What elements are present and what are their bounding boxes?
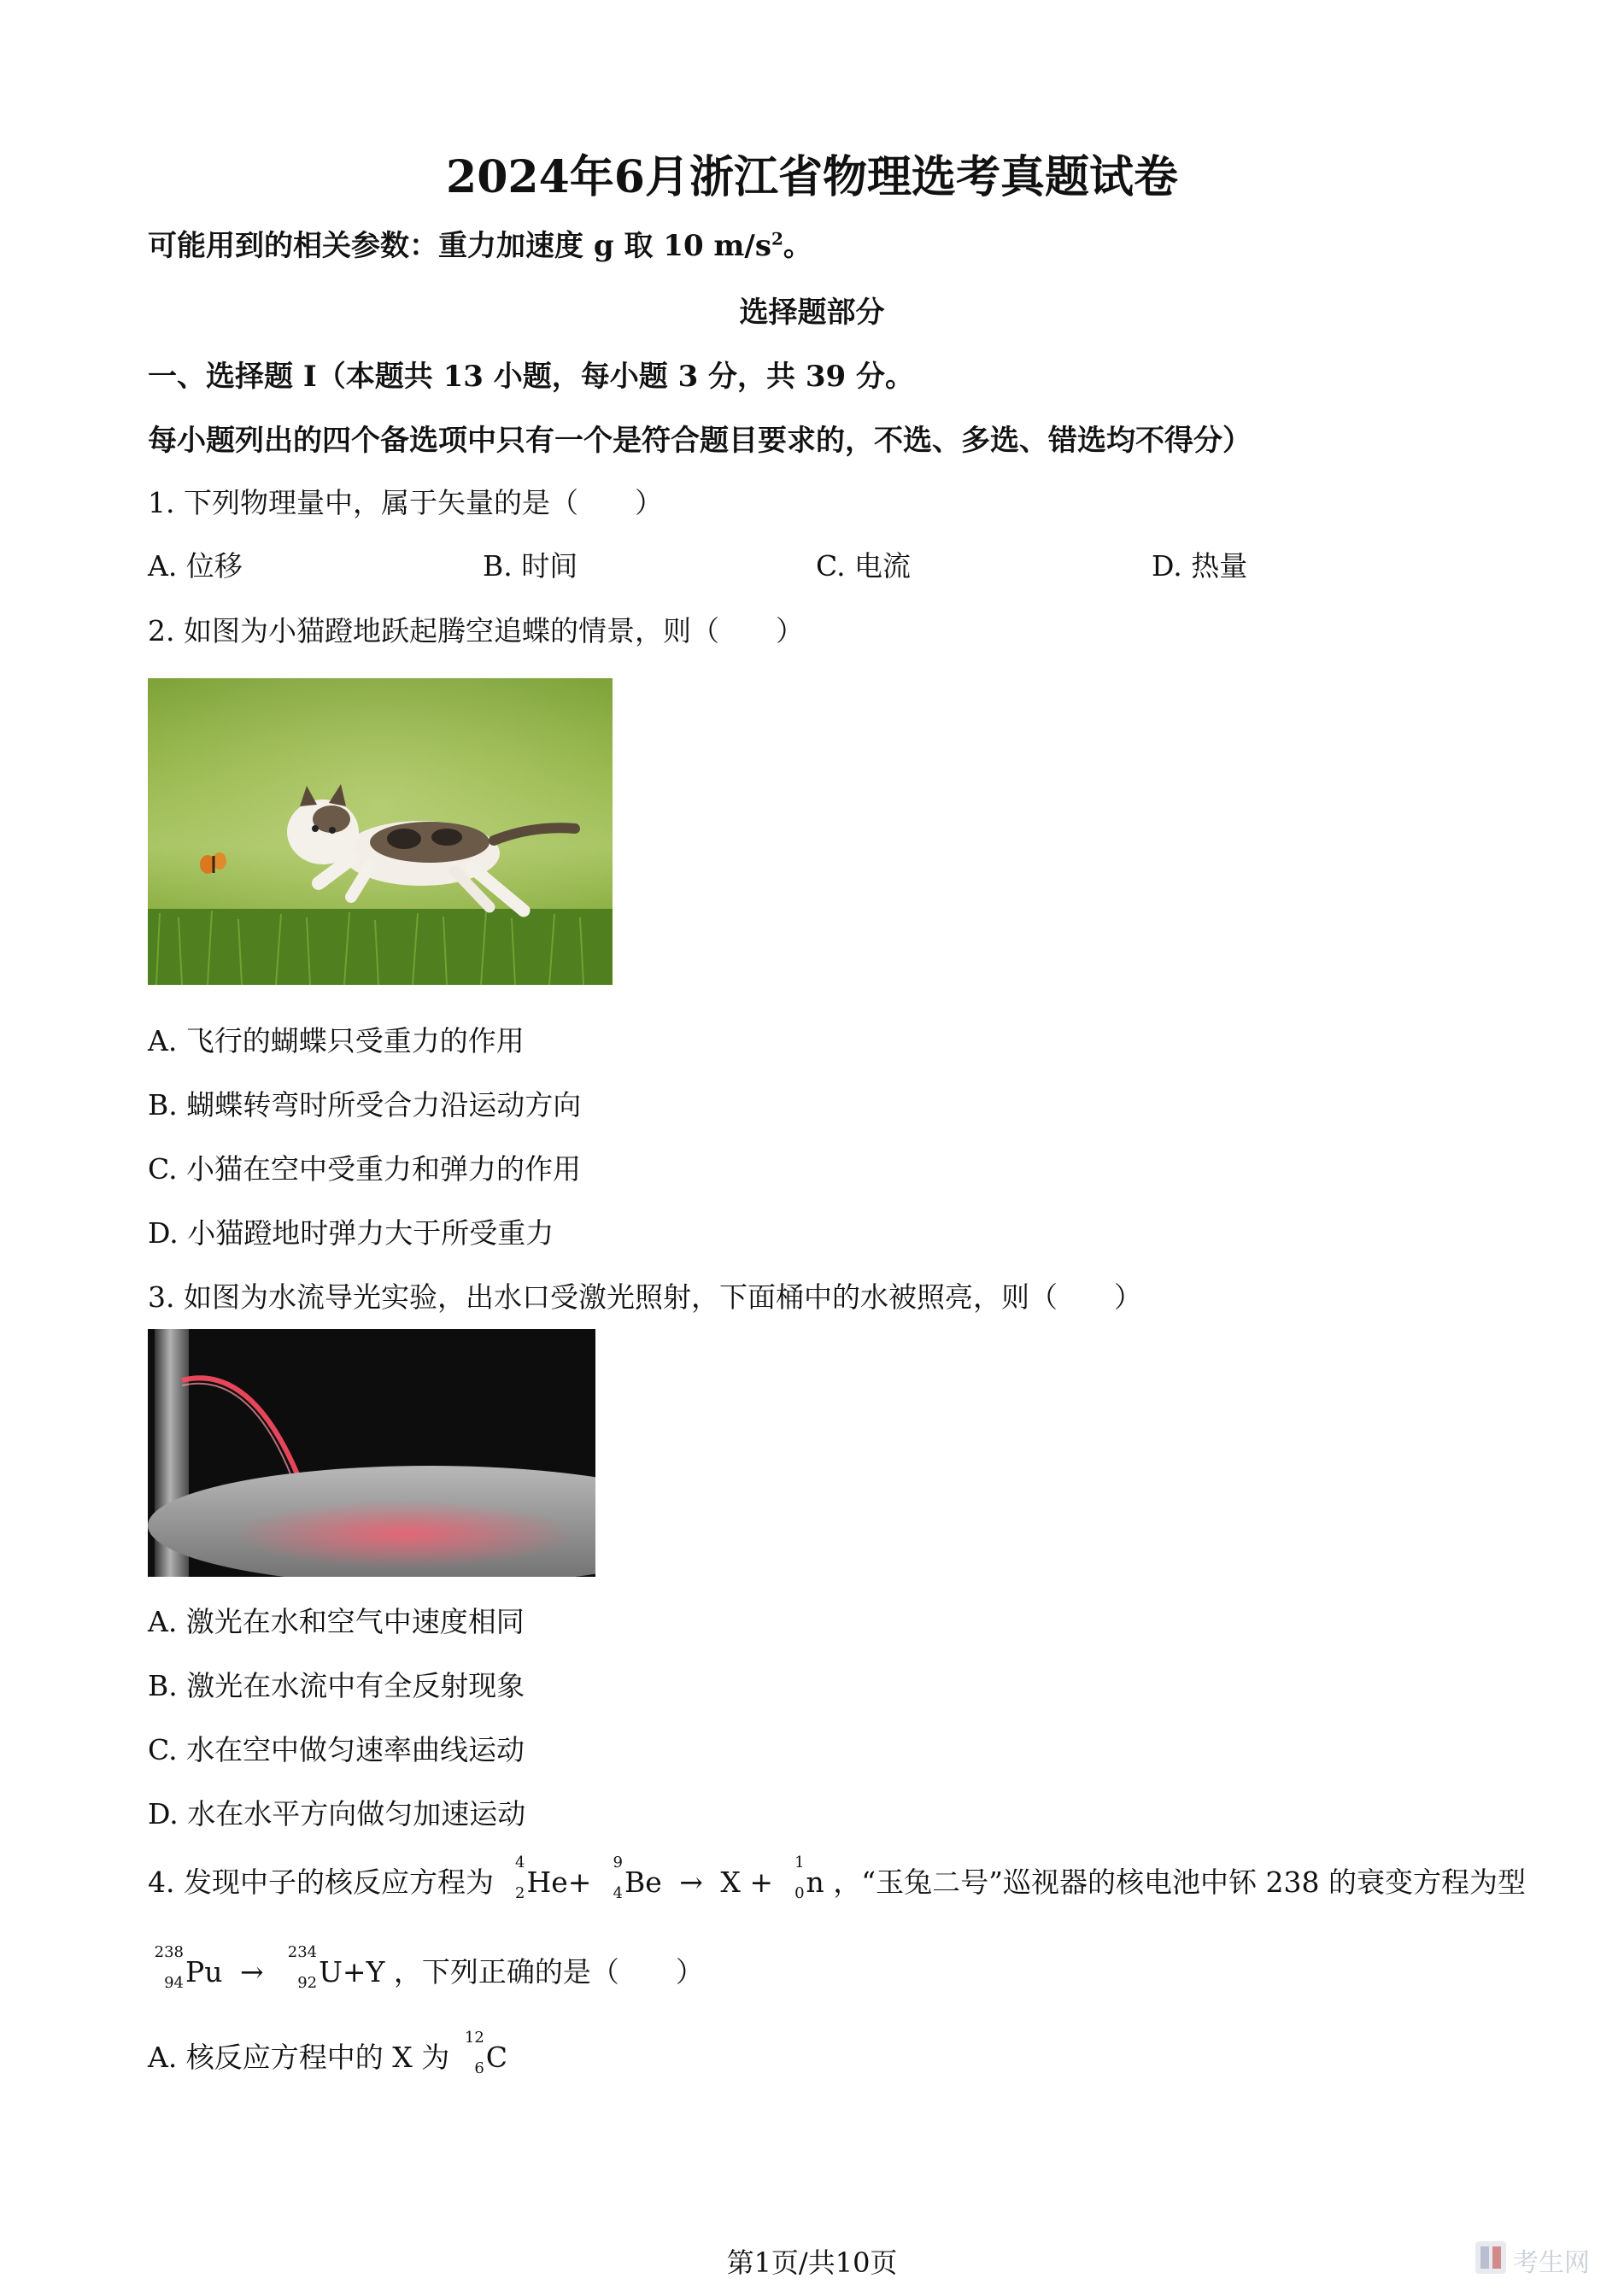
question-1-option-b: B. 时间 <box>483 549 578 583</box>
question-4-stem-suffix: ，“玉兔二号”巡视器的核电池中钚 238 的衰变方程为型 <box>833 1866 1527 1899</box>
uranium-symbol: U+Y <box>319 1955 385 1988</box>
water-stream-illustration <box>148 1329 595 1577</box>
uranium-nuclide <box>281 1943 385 1992</box>
helium-charge-number: 2 <box>515 1884 525 1902</box>
unknown-x-symbol: X + <box>720 1866 774 1899</box>
question-4-stem-line2 <box>148 1943 704 1992</box>
part-heading: 一、选择题 I（本题共 13 小题，每小题 3 分，共 39 分。 <box>148 360 915 394</box>
neutron-mass-number: 1 <box>794 1854 805 1871</box>
page-footer: 第1页/共10页 <box>726 2246 898 2279</box>
beryllium-symbol: Be <box>624 1866 662 1899</box>
question-3-option-b: B. 激光在水流中有全反射现象 <box>148 1669 525 1702</box>
question-4-option-a-text: A. 核反应方程中的 X 为 <box>148 2041 450 2074</box>
question-2-option-b: B. 蝴蝶转弯时所受合力沿运动方向 <box>148 1088 582 1122</box>
part-note: 每小题列出的四个备选项中只有一个是符合题目要求的，不选、多选、错选均不得分） <box>148 424 1252 458</box>
section-title: 选择题部分 <box>739 296 885 330</box>
carbon-nuclide <box>459 2029 508 2077</box>
question-3-option-d: D. 水在水平方向做匀加速运动 <box>148 1797 526 1830</box>
plutonium-charge-number: 94 <box>164 1974 184 1992</box>
beryllium-mass-number: 9 <box>613 1854 623 1871</box>
plutonium-mass-number: 238 <box>154 1943 184 1961</box>
plutonium-symbol: Pu <box>185 1955 223 1988</box>
neutron-charge-number: 0 <box>794 1884 805 1902</box>
question-4-stem-line1 <box>148 1854 1527 1902</box>
carbon-mass-number: 12 <box>464 2029 484 2047</box>
neutron-nuclide <box>783 1854 824 1902</box>
cat-butterfly-photo <box>148 678 613 985</box>
question-1-option-c: C. 电流 <box>816 549 912 583</box>
page-title: 2024年6月浙江省物理选考真题试卷 <box>446 151 1178 203</box>
uranium-mass-number: 234 <box>287 1943 318 1961</box>
plutonium-nuclide <box>148 1943 223 1992</box>
beryllium-nuclide <box>601 1854 662 1902</box>
helium-symbol: He+ <box>526 1866 592 1899</box>
parameters-end: 。 <box>783 229 812 263</box>
question-3-option-a: A. 激光在水和空气中速度相同 <box>148 1605 525 1638</box>
watermark-logo <box>1474 2236 1602 2281</box>
neutron-symbol: n <box>806 1866 824 1899</box>
parameters-line <box>148 222 812 264</box>
reaction-arrow-icon: → <box>679 1866 703 1899</box>
carbon-charge-number: 6 <box>474 2059 484 2077</box>
helium-mass-number: 4 <box>515 1854 525 1871</box>
question-1-option-d: D. 热量 <box>1152 549 1248 583</box>
uranium-charge-number: 92 <box>297 1974 318 1992</box>
question-4-option-a <box>148 2029 508 2077</box>
helium-nuclide <box>502 1854 592 1902</box>
beryllium-charge-number: 4 <box>613 1884 623 1902</box>
water-light-guide-photo <box>148 1329 595 1577</box>
question-3-option-c: C. 水在空中做匀速率曲线运动 <box>148 1733 525 1766</box>
carbon-symbol: C <box>485 2041 508 2074</box>
parameters-exponent: 2 <box>771 228 783 249</box>
watermark-text: 考生网 <box>1513 2248 1590 2278</box>
question-4-stem-prefix: 4. 发现中子的核反应方程为 <box>148 1866 494 1899</box>
parameters-text: 可能用到的相关参数：重力加速度 g 取 10 m/s <box>148 229 771 263</box>
question-1-option-a: A. 位移 <box>148 549 243 583</box>
question-2-option-d: D. 小猫蹬地时弹力大于所受重力 <box>148 1216 554 1250</box>
decay-arrow-icon: → <box>239 1955 264 1988</box>
question-1-stem: 1. 下列物理量中，属于矢量的是（ ） <box>148 486 663 519</box>
question-2-option-c: C. 小猫在空中受重力和弹力的作用 <box>148 1152 582 1186</box>
question-2-option-a: A. 飞行的蝴蝶只受重力的作用 <box>148 1024 525 1057</box>
question-4-line2-suffix: ，下列正确的是（ ） <box>393 1955 704 1988</box>
cat-illustration <box>148 678 613 985</box>
question-2-stem: 2. 如图为小猫蹬地跃起腾空追蝶的情景，则（ ） <box>148 614 804 647</box>
question-3-stem: 3. 如图为水流导光实验，出水口受激光照射，下面桶中的水被照亮，则（ ） <box>148 1280 1142 1314</box>
